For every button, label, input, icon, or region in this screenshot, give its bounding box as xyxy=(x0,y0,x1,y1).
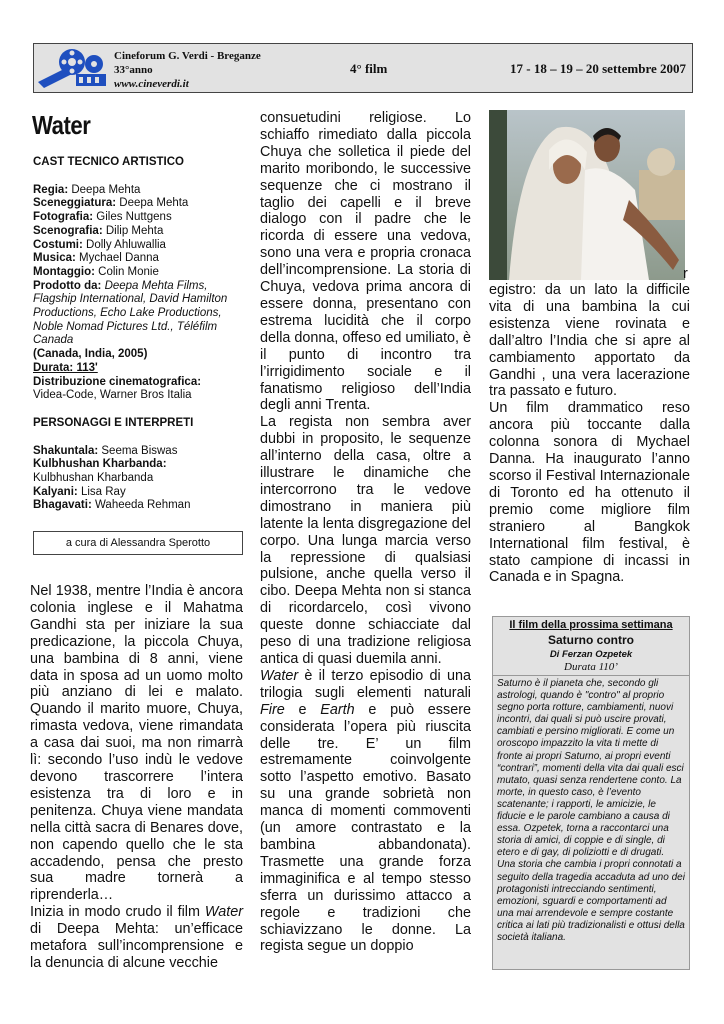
header-web: www.cineverdi.it xyxy=(114,78,189,90)
divider xyxy=(493,675,689,676)
article-column-3 xyxy=(489,282,690,586)
cast-prodotto: Prodotto da: Deepa Mehta Films, Flagship International, David Hamilton Productions, Echo Lake Productions, Noble Nomad Pictures Ltd., Téléfilm Canada xyxy=(33,279,228,347)
film-reel-logo-icon xyxy=(36,46,110,90)
cast-fotografia: Fotografia: Giles Nuttgens xyxy=(33,211,172,224)
article-column-2 xyxy=(260,110,471,955)
cast-scenografia: Scenografia: Dilip Mehta xyxy=(33,224,164,237)
article-paragraph: Water è il terzo episodio di una trilogia sugli elementi naturali Fire e Earth e può essere considerata l’opera più riuscita delle tre. E’ un film estremamente coinvolgente sotto l’aspetto emotivo. Basato su una grande sobrietà non manca di momenti commoventi (un amore contrastato e la bambina abbandonata). Trasmette una grande forza immaginifica e al tempo stesso sferra un durissimo attacco a regole e tradizioni che schiavizzano le donne. La regista segue un doppio xyxy=(260,667,471,955)
header-org: Cineforum G. Verdi - Breganze xyxy=(114,50,261,62)
cast-p3: Kalyani: Lisa Ray xyxy=(33,485,126,498)
cast-durata: Durata: 113' xyxy=(33,361,98,374)
cast-p2-label: Kulbhushan Kharbanda: xyxy=(33,458,167,471)
cast-p4: Bhagavati: Waheeda Rehman xyxy=(33,499,191,512)
cast-section2-title: PERSONAGGI E INTERPRETI xyxy=(33,416,194,429)
article-paragraph: egistro: da un lato la difficile vita di una bambina la cui esistenza viene rovinata e dall’altro l’India che si apre al cambiamento apportato da Gandhi , una vera lacerazione tra passato e futuro. xyxy=(489,282,690,400)
cast-p1: Shakuntala: Seema Biswas xyxy=(33,444,178,457)
cast-costumi: Costumi: Dolly Ahluwallia xyxy=(33,238,166,251)
next-film-heading: Il film della prossima settimana xyxy=(509,619,673,631)
article-column-1 xyxy=(30,583,243,972)
dropcap-r: r xyxy=(683,266,688,282)
article-paragraph: Inizia in modo crudo il film Water di Deepa Mehta: un’efficace metafora sull’incomprensione e la denuncia di alcune vecchie xyxy=(30,904,243,971)
cast-regia: Regia: Deepa Mehta xyxy=(33,183,141,196)
cast-p2: Kulbhushan Kharbanda xyxy=(33,472,154,485)
article-paragraph: consuetudini religiose. Lo schiaffo rimediato dalla piccola Chuya che solletica il piede del marito moribondo, le successive sequenze che ci mostrano il taglio dei capelli e il breve dialogo con il padre che le ricorda di essere una vedova, sono una vera e propria cronaca dell’incomprensione. La storia di Chuya, vedova prima ancora di essere donna, presentano con estrema lucidità che il corpo della donna, offeso ed umiliato, è il punto di incontro tra l’irrigidimento sociale e il fanatismo religioso dell’India degli anni Trenta. xyxy=(260,110,471,414)
film-still-photo xyxy=(489,110,685,280)
article-paragraph: Nel 1938, mentre l’India è ancora colonia inglese e il Mahatma Gandhi sta per iniziare la sua predicazione, la piccola Chuya, una bambina di 8 anni, viene data in sposa ad un uomo molto più anziano di lei e malato. Quando il marito muore, Chuya, rimasta vedova, viene rimandata a casa dai suoi, ma non rimarrà lì: secondo l’uso indù le vedove devono trascorrere l’intera esistenza tra di loro e in penitenza. Chuya viene mandata nella città sacra di Benares dove, non capendo quello che le sta accadendo, pensa che presto sua madre tornerà a riprenderla… xyxy=(30,583,243,904)
page-title: Water xyxy=(32,110,91,140)
header-dates: 17 - 18 – 19 – 20 settembre 2007 xyxy=(510,61,686,76)
next-film-box xyxy=(492,616,690,970)
header-org-block xyxy=(114,49,261,91)
cast-musica: Musica: Mychael Danna xyxy=(33,252,159,265)
article-paragraph: La regista non sembra aver dubbi in proposito, le sequenze all’interno della casa, oltre a illustrare le dinamiche che intercorrono tra le vedove dimostrano in maniera più latente la lenta disgregazione del corpo. Una lunga marcia verso la repressione di qualsiasi pulsione, anche quella verso il cibo. Deepa Mehta non si stanca di ricordarcelo, così vivono queste donne schiacciate dal peso di una tradizione religiosa antica di quasi duemila anni. xyxy=(260,414,471,667)
cast-block xyxy=(33,156,245,513)
header-film-number: 4° film xyxy=(350,61,388,76)
next-film-title: Saturno contro xyxy=(548,633,634,647)
header-box xyxy=(33,43,693,93)
cast-distr: Videa-Code, Warner Bros Italia xyxy=(33,389,192,402)
cast-country: (Canada, India, 2005) xyxy=(33,348,148,361)
next-film-synopsis: Saturno è il pianeta che, secondo gli astrologi, quando è "contro" al proprio segno porta rotture, cambiamenti, nuovi incontri, dai quali si può uscire provati, cambiati e persino migliorati. E come un oroscopo impazzito la vita ti mette di fronte ai propri Saturno, ai propri eventi “contrari”, momenti della vita dai quali esci mutato, quasi senza rendertene conto. La morte, in questo caso, è l’evento scatenante; i rapporti, le amicizie, le fiducie e le parole cambiano a causa di essa. Ozpetek, torna a raccontarci una storia di amici, di coppie e di single, di etero e di gay, di poliziotti e di drugati. Una storia che cambia i propri connotati a seguito della tragedia accaduta ad uno dei protagonisti intrecciando sentimenti, emozioni, sguardi e comportamenti ad una mai arrendevole e sempre costante critica ai lati più tradizionalisti e ottusi della società italiana. xyxy=(497,678,685,943)
cast-sceneggiatura: Sceneggiatura: Deepa Mehta xyxy=(33,197,189,210)
article-paragraph: Un film drammatico reso ancora più toccante dalla colonna sonora di Mychael Danna. Ha inaugurato l’anno scorso il Festival Internazionale di Toronto ed ha ottenuto il premio come migliore film straniero al Bangkok International film festival, è stato campione di incassi in Canada e in Spagna. xyxy=(489,400,690,586)
curator-box: a cura di Alessandra Sperotto xyxy=(33,531,243,555)
next-film-director: Di Ferzan Ozpetek xyxy=(549,649,633,660)
cast-montaggio: Montaggio: Colin Monie xyxy=(33,265,159,278)
next-film-duration: Durata 110’ xyxy=(564,661,618,673)
cast-distr-label: Distribuzione cinematografica: xyxy=(33,375,202,388)
header-year: 33°anno xyxy=(114,64,153,76)
cast-section-title: CAST TECNICO ARTISTICO xyxy=(33,156,184,168)
